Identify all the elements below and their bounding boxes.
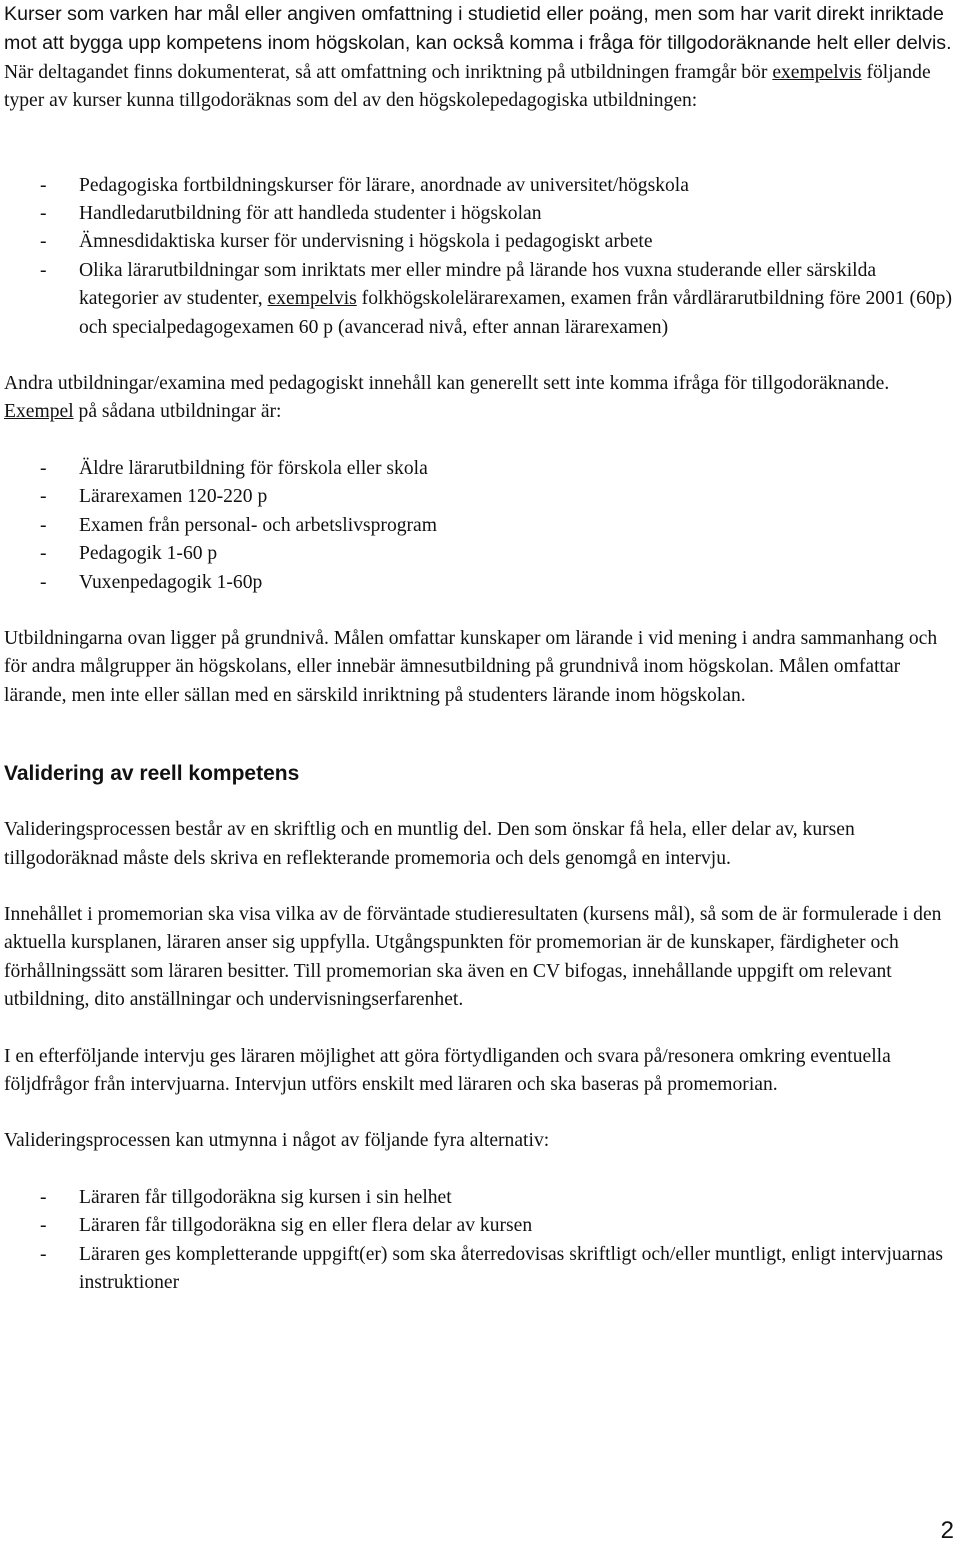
list-item: - Läraren ges kompletterande uppgift(er) som ska återredovisas skriftligt och/eller muntligt, enligt intervjuarnas instruktioner (40, 1243, 944, 1293)
intro-underlined-word: exempelvis (772, 61, 862, 83)
intro-paragraph (4, 0, 956, 116)
document-page (4, 0, 956, 1297)
list-item: - Lärarexamen 120-220 p (40, 486, 268, 508)
list-item: - Examen från personal- och arbetslivsprogram (40, 514, 437, 536)
list-item: - Pedagogiska fortbildningskurser för lärare, anordnade av universitet/högskola (40, 174, 689, 196)
list-item: - Olika lärarutbildningar som inriktats mer eller mindre på lärande hos vuxna studerande eller särskilda kategorier av studenter, exempelvis folkhögskolelärarexamen, examen från vårdlärarutbildning före 2001 (60p) och specialpedagogexamen 60 p (avancerad nivå, efter annan lärarexamen) (40, 259, 952, 338)
course-type-list (4, 172, 956, 342)
section-heading: Validering av reell kompetens (4, 762, 300, 786)
outcomes-intro-paragraph: Valideringsprocessen kan utmynna i något av följande fyra alternativ: (4, 1130, 550, 1152)
list-item: - Ämnesdidaktiska kurser för undervisning i högskola i pedagogiskt arbete (40, 231, 653, 253)
intro-sentence-2: När deltagandet finns dokumenterat, så att omfattning och inriktning på utbildningen framgår bör (4, 61, 773, 83)
basic-level-paragraph: Utbildningarna ovan ligger på grundnivå. Målen omfattar kunskaper om lärande i vid mening i andra sammanhang och för andra målgrupper än högskolans, eller innebär ämnesutbildning på grundnivå inom högskolan. Målen omfattar lärande, men inte eller sällan med en särskild inriktning på studenters lärande inom högskolan. (4, 627, 938, 706)
memo-content-paragraph: Innehållet i promemorian ska visa vilka av de förväntade studieresultaten (kursens mål), så som de är formulerade i den aktuella kursplanen, läraren anser sig uppfylla. Utgångspunkten för promemorian är de kunskaper, färdigheter och förhållningssätt som läraren besitter. Till promemorian ska även en CV bifogas, innehållande uppgift om relevant utbildning, dito anställningar och undervisningserfarenhet. (4, 903, 942, 1011)
intro-sentence-3: följande typer av kurser kunna tillgodoräknas som del av den högskolepedagogiska utbildningen: (4, 61, 931, 112)
outcomes-list (4, 1184, 956, 1298)
example-underlined-word: Exempel (4, 401, 74, 423)
excluded-programs-list (4, 455, 956, 597)
list-underlined-word: exempelvis (267, 288, 357, 310)
list-item: - Handledarutbildning för att handleda studenter i högskolan (40, 203, 542, 225)
list-item: - Pedagogik 1-60 p (40, 543, 218, 565)
validation-process-paragraph: Valideringsprocessen består av en skriftlig och en muntlig del. Den som önskar få hela, eller delar av, kursen tillgodoräknad måste dels skriva en reflekterande promemoria och dels genomgå en intervju. (4, 819, 855, 869)
excluded-intro-paragraph: Andra utbildningar/examina med pedagogiskt innehåll kan generellt sett inte komma ifråga för tillgodoräknande. Exempel på sådana utbildningar är: (4, 373, 890, 423)
list-item: - Läraren får tillgodoräkna sig kursen i sin helhet (40, 1186, 452, 1208)
list-item: - Läraren får tillgodoräkna sig en eller flera delar av kursen (40, 1215, 533, 1237)
interview-paragraph: I en efterföljande intervju ges läraren möjlighet att göra förtydliganden och svara på/resonera omkring eventuella följdfrågor från intervjuarna. Intervjun utförs enskilt med läraren och ska baseras på promemorian. (4, 1045, 891, 1095)
list-item: - Vuxenpedagogik 1-60p (40, 571, 263, 593)
list-item: - Äldre lärarutbildning för förskola eller skola (40, 457, 428, 479)
page-number: 2 (940, 1517, 954, 1544)
intro-sentence-1: Kurser som varken har mål eller angiven omfattning i studietid eller poäng, men som har varit direkt inriktade mot att bygga upp kompetens inom högskolan, kan också komma i fråga för tillgodoräknande helt eller delvis. (4, 3, 952, 55)
